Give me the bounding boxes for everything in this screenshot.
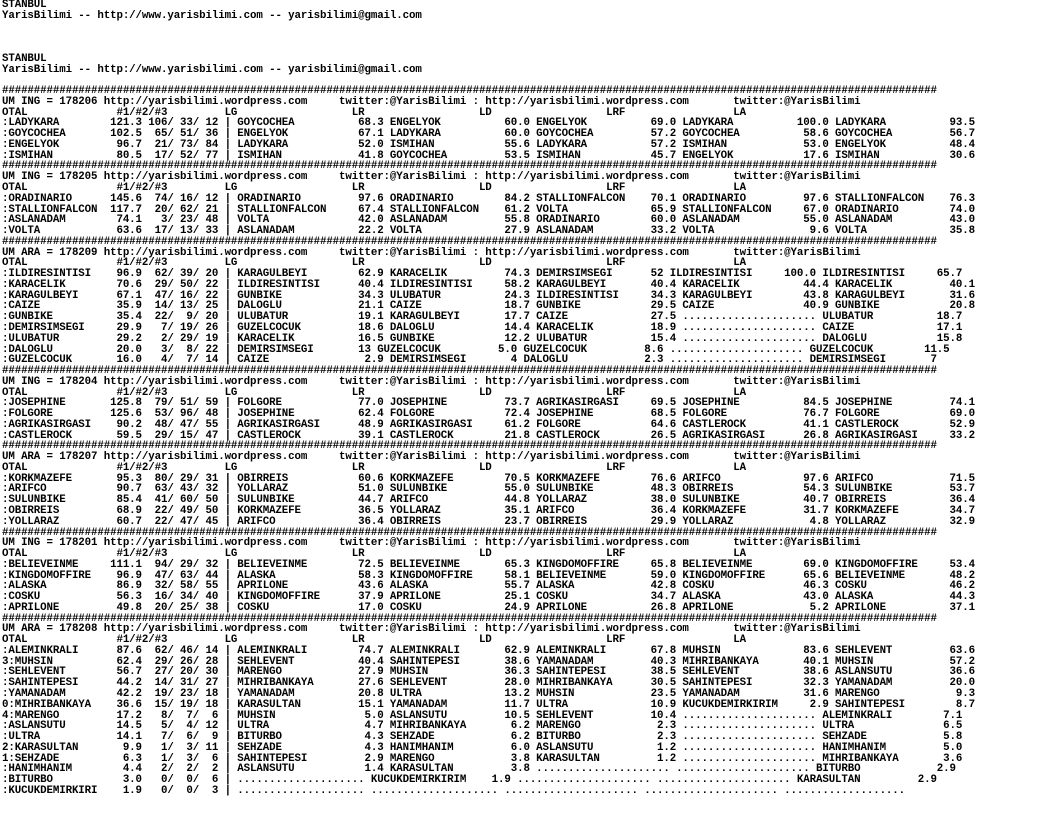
- text-line: :ALASKA 86.9 32/ 58/ 55 | APRILONE 43.6 ALASKA 55.7 ALASKA 42.8 COSKU 46.3 COSKU 46.2: [2, 580, 975, 593]
- text-line: :JOSEPHINE 125.8 79/ 51/ 59 | FOLGORE 77.0 JOSEPHINE 73.7 AGRIKASIRGASI 69.5 JOSEPHINE 84.5 JOSEPHINE 74.1: [2, 397, 975, 410]
- text-line: [2, 22, 975, 33]
- text-line: 2:KARASULTAN 9.9 1/ 3/ 11 | SEHZADE 4.3 HANIMHANIM 6.0 ASLANSUTU 1.2 ..................... HANIMHANIM 5.0: [2, 741, 963, 754]
- text-line: :HANIMHANIM 4.4 2/ 2/ 2 | ASLANSUTU 1.4 KARASULTAN 3.8 ..................... ..................... BITURBO 2.9: [2, 763, 956, 776]
- text-line: :APRILONE 49.8 20/ 25/ 38 | COSKU 17.0 COSKU 24.9 APRILONE 26.8 APRILONE 5.2 APRILONE 37.1: [2, 601, 975, 614]
- text-line: 1:SEHZADE 6.3 1/ 3/ 6 | SAHINTEPESI 2.9 MARENGO 3.8 KARASULTAN 1.2 ..................... MIHRIBANKAYA 3.6: [2, 752, 963, 765]
- text-line: 0:MIHRIBANKAYA 36.6 15/ 19/ 18 | KARASULTAN 15.1 YAMANADAM 11.7 ULTRA 10.9 KUCUKDEMIRKIRIM 2.9 SAHINTEPESI 8.7: [2, 698, 975, 711]
- text-line: :SAHINTEPESI 44.2 14/ 31/ 27 | MIHRIBANKAYA 27.6 SEHLEVENT 28.0 MIHRIBANKAYA 30.5 SAHINTEPESI 32.3 YAMANADAM 20.0: [2, 677, 975, 690]
- text-line: [2, 32, 975, 43]
- text-line: :YOLLARAZ 60.7 22/ 47/ 45 | ARIFCO 36.4 OBIRREIS 23.7 OBIRREIS 29.9 YOLLARAZ 4.8 YOLLARAZ 32.9: [2, 515, 975, 528]
- race-report-text: [2, 0, 975, 797]
- text-line: UM ING = 178206 http://yarisbilimi.wordpress.com twitter:@YarisBilimi : http://yarisbilimi.wordpress.com twitter:@YarisBilimi: [2, 95, 861, 108]
- text-line: :ENGELYOK 96.7 21/ 73/ 84 | LADYKARA 52.0 ISMIHAN 55.6 LADYKARA 57.2 ISMIHAN 53.0 ENGELYOK 48.4: [2, 138, 975, 151]
- text-line: ###################################################################################################################################################: [2, 440, 937, 453]
- text-line: OTAL #1/#2/#3 LG LR LD LRF LA: [2, 106, 747, 119]
- text-line: OTAL #1/#2/#3 LG LR LD LRF LA: [2, 548, 747, 561]
- text-line: UM ARA = 178207 http://yarisbilimi.wordpress.com twitter:@YarisBilimi : http://yarisbilimi.wordpress.com twitter:@YarisBilimi: [2, 451, 861, 464]
- text-line: :KARAGULBEYI 67.1 47/ 16/ 22 | GUNBIKE 34.3 ULUBATUR 24.3 ILDIRESINTISI 34.3 KARAGULBEYI 43.8 KARAGULBEYI 31.6: [2, 289, 975, 302]
- text-line: :ISMIHAN 80.5 17/ 52/ 77 | ISMIHAN 41.8 GOYCOCHEA 53.5 ISMIHAN 45.7 ENGELYOK 17.6 ISMIHAN 30.6: [2, 149, 975, 162]
- text-line: ###################################################################################################################################################: [2, 365, 937, 378]
- text-line: OTAL #1/#2/#3 LG LR LD LRF LA: [2, 634, 747, 647]
- text-line: [2, 43, 975, 54]
- text-line: :KINGDOMOFFIRE 96.9 47/ 63/ 44 | ALASKA 58.3 KINGDOMOFFIRE 58.1 BELIEVEINME 59.0 KINGDOMOFFIRE 65.6 BELIEVEINME 48.2: [2, 569, 975, 582]
- text-line: :ULUBATUR 29.2 2/ 29/ 19 | KARACELIK 16.5 GUNBIKE 12.2 ULUBATUR 15.4 ..................... DALOGLU 15.8: [2, 332, 963, 345]
- text-line: :OBIRREIS 68.9 22/ 49/ 50 | KORKMAZEFE 36.5 YOLLARAZ 35.1 ARIFCO 36.4 KORKMAZEFE 31.7 KORKMAZEFE 34.7: [2, 504, 975, 517]
- text-line: :ULTRA 14.1 7/ 6/ 9 | BITURBO 4.3 SEHZADE 6.2 BITURBO 2.3 ..................... SEHZADE 5.8: [2, 731, 963, 744]
- text-line: 3:MUHSIN 62.4 29/ 26/ 28 | SEHLEVENT 40.4 SAHINTEPESI 38.6 YAMANADAM 40.3 MIHRIBANKAYA 40.1 MUHSIN 57.2: [2, 655, 975, 668]
- text-line: UM ING = 178201 http://yarisbilimi.wordpress.com twitter:@YarisBilimi : http://yarisbilimi.wordpress.com twitter:@YarisBilimi: [2, 537, 861, 550]
- text-line: ###################################################################################################################################################: [2, 612, 937, 625]
- text-line: :BELIEVEINME 111.1 94/ 29/ 32 | BELIEVEINME 72.5 BELIEVEINME 65.3 KINGDOMOFFIRE 65.8 BELIEVEINME 69.0 KINGDOMOFFIRE 53.4: [2, 558, 975, 571]
- text-line: :GOYCOCHEA 102.5 65/ 51/ 36 | ENGELYOK 67.1 LADYKARA 60.0 GOYCOCHEA 57.2 GOYCOCHEA 58.6 GOYCOCHEA 56.7: [2, 128, 975, 141]
- text-line: 4:MARENGO 17.2 8/ 7/ 6 | MUHSIN 5.0 ASLANSUTU 10.5 SEHLEVENT 10.4 ..................... ALEMINKRALI 7.1: [2, 709, 963, 722]
- text-line: :KUCUKDEMIRKIRI 1.9 0/ 0/ 3 | .................... .................... ..................... ..................... ...................: [2, 784, 906, 797]
- text-line: ###################################################################################################################################################: [2, 160, 937, 173]
- text-line: :ORADINARIO 145.6 74/ 16/ 12 | ORADINARIO 97.6 ORADINARIO 84.2 STALLIONFALCON 70.1 ORADINARIO 97.6 STALLIONFALCON 76.3: [2, 192, 975, 205]
- text-line: OTAL #1/#2/#3 LG LR LD LRF LA: [2, 257, 747, 270]
- text-line: :ALEMINKRALI 87.6 62/ 46/ 14 | ALEMINKRALI 74.7 ALEMINKRALI 62.9 ALEMINKRALI 67.8 MUHSIN 83.6 SEHLEVENT 63.6: [2, 644, 975, 657]
- text-line: STANBUL: [2, 52, 47, 65]
- text-line: UM ING = 178205 http://yarisbilimi.wordpress.com twitter:@YarisBilimi : http://yarisbilimi.wordpress.com twitter:@YarisBilimi: [2, 171, 861, 184]
- text-line: :KARACELIK 70.6 29/ 50/ 22 | ILDIRESINTISI 40.4 ILDIRESINTISI 58.2 KARAGULBEYI 40.4 KARACELIK 44.4 KARACELIK 40.1: [2, 278, 975, 291]
- text-line: :YAMANADAM 42.2 19/ 23/ 18 | YAMANADAM 20.8 ULTRA 13.2 MUHSIN 23.5 YAMANADAM 31.6 MARENGO 9.3: [2, 688, 975, 700]
- text-line: OTAL #1/#2/#3 LG LR LD LRF LA: [2, 182, 747, 195]
- text-line: :DEMIRSIMSEGI 29.9 7/ 19/ 26 | GUZELCOCUK 18.6 DALOGLU 14.4 KARACELIK 18.9 ..................... CAIZE 17.1: [2, 321, 963, 334]
- text-line: :ASLANADAM 74.1 3/ 23/ 48 | VOLTA 42.0 ASLANADAM 55.8 ORADINARIO 60.0 ASLANADAM 55.0 ASLANADAM 43.0: [2, 214, 975, 227]
- text-line: :SULUNBIKE 85.4 41/ 60/ 50 | SULUNBIKE 44.7 ARIFCO 44.8 YOLLARAZ 38.0 SULUNBIKE 40.7 OBIRREIS 36.4: [2, 494, 975, 507]
- text-line: UM ING = 178204 http://yarisbilimi.wordpress.com twitter:@YarisBilimi : http://yarisbilimi.wordpress.com twitter:@YarisBilimi: [2, 375, 861, 388]
- text-line: OTAL #1/#2/#3 LG LR LD LRF LA: [2, 461, 747, 474]
- text-line: :LADYKARA 121.3 106/ 33/ 12 | GOYCOCHEA 68.3 ENGELYOK 60.0 ENGELYOK 69.0 LADYKARA 100.0 LADYKARA 93.5: [2, 117, 975, 130]
- text-line: YarisBilimi -- http://www.yarisbilimi.com -- yarisbilimi@gmail.com: [2, 63, 422, 76]
- text-line: :GUNBIKE 35.4 22/ 9/ 20 | ULUBATUR 19.1 KARAGULBEYI 17.7 CAIZE 27.5 ..................... ULUBATUR 18.7: [2, 311, 963, 324]
- text-line: :DALOGLU 20.0 3/ 8/ 22 | DEMIRSIMSEGI 13 GUZELCOCUK 5.0 GUZELCOCUK 8.6 ..................... GUZELCOCUK 11.5: [2, 343, 950, 356]
- text-line: UM ARA = 178209 http://yarisbilimi.wordpress.com twitter:@YarisBilimi : http://yarisbilimi.wordpress.com twitter:@YarisBilimi: [2, 246, 861, 259]
- text-line: ###################################################################################################################################################: [2, 235, 937, 248]
- text-line: ###################################################################################################################################################: [2, 526, 937, 539]
- text-line: STANBUL: [2, 0, 47, 11]
- text-line: :ARIFCO 90.7 63/ 43/ 32 | YOLLARAZ 51.0 SULUNBIKE 55.0 SULUNBIKE 48.3 OBIRREIS 54.3 SULUNBIKE 53.7: [2, 483, 975, 496]
- text-line: :COSKU 56.3 16/ 34/ 40 | KINGDOMOFFIRE 37.9 APRILONE 25.1 COSKU 34.7 ALASKA 43.0 ALASKA 44.3: [2, 591, 975, 604]
- text-line: UM ARA = 178208 http://yarisbilimi.wordpress.com twitter:@YarisBilimi : http://yarisbilimi.wordpress.com twitter:@YarisBilimi: [2, 623, 861, 636]
- text-line: :ASLANSUTU 14.5 5/ 4/ 12 | ULTRA 4.7 MIHRIBANKAYA 6.2 MARENGO 2.3 ..................... ULTRA 6.5: [2, 720, 963, 733]
- text-line: :CAIZE 35.9 14/ 13/ 25 | DALOGLU 21.1 CAIZE 18.7 GUNBIKE 29.5 CAIZE 40.9 GUNBIKE 20.8: [2, 300, 975, 313]
- text-line: OTAL #1/#2/#3 LG LR LD LRF LA: [2, 386, 747, 399]
- text-line: YarisBilimi -- http://www.yarisbilimi.com -- yarisbilimi@gmail.com: [2, 9, 422, 22]
- text-line: :FOLGORE 125.6 53/ 96/ 48 | JOSEPHINE 62.4 FOLGORE 72.4 JOSEPHINE 68.5 FOLGORE 76.7 FOLGORE 69.0: [2, 408, 975, 421]
- text-line: :VOLTA 63.6 17/ 13/ 33 | ASLANADAM 22.2 VOLTA 27.9 ASLANADAM 33.2 VOLTA 9.6 VOLTA 35.8: [2, 225, 975, 238]
- text-line: :SEHLEVENT 56.7 27/ 20/ 30 | MARENGO 27.9 MUHSIN 36.3 SAHINTEPESI 38.5 SEHLEVENT 38.6 ASLANSUTU 36.6: [2, 666, 975, 679]
- text-line: :BITURBO 3.0 0/ 0/ 6 | .................... KUCUKDEMIRKIRIM 1.9 ..................... ..................... KARASULTAN 2.9: [2, 774, 937, 787]
- text-line: :AGRIKASIRGASI 90.2 48/ 47/ 55 | AGRIKASIRGASI 48.9 AGRIKASIRGASI 61.2 FOLGORE 64.6 CASTLEROCK 41.1 CASTLEROCK 52.9: [2, 418, 975, 431]
- text-line: :STALLIONFALCON 117.7 20/ 62/ 21 | STALLIONFALCON 67.4 STALLIONFALCON 61.2 VOLTA 65.9 STALLIONFALCON 67.0 ORADINARIO 74.0: [2, 203, 975, 216]
- text-line: ###################################################################################################################################################: [2, 85, 937, 98]
- text-line: :GUZELCOCUK 16.0 4/ 7/ 14 | CAIZE 2.9 DEMIRSIMSEGI 4 DALOGLU 2.3 ..................... DEMIRSIMSEGI 7: [2, 354, 937, 367]
- text-line: :KORKMAZEFE 95.3 80/ 29/ 31 | OBIRREIS 60.6 KORKMAZEFE 70.5 KORKMAZEFE 76.6 ARIFCO 97.6 ARIFCO 71.5: [2, 472, 975, 485]
- text-line: :CASTLEROCK 59.5 29/ 15/ 47 | CASTLEROCK 39.1 CASTLEROCK 21.8 CASTLEROCK 26.5 AGRIKASIRGASI 26.8 AGRIKASIRGASI 33.2: [2, 429, 975, 442]
- text-line: :ILDIRESINTISI 96.9 62/ 39/ 20 | KARAGULBEYI 62.9 KARACELIK 74.3 DEMIRSIMSEGI 52 ILDIRESINTISI 100.0 ILDIRESINTISI 65.7: [2, 268, 963, 281]
